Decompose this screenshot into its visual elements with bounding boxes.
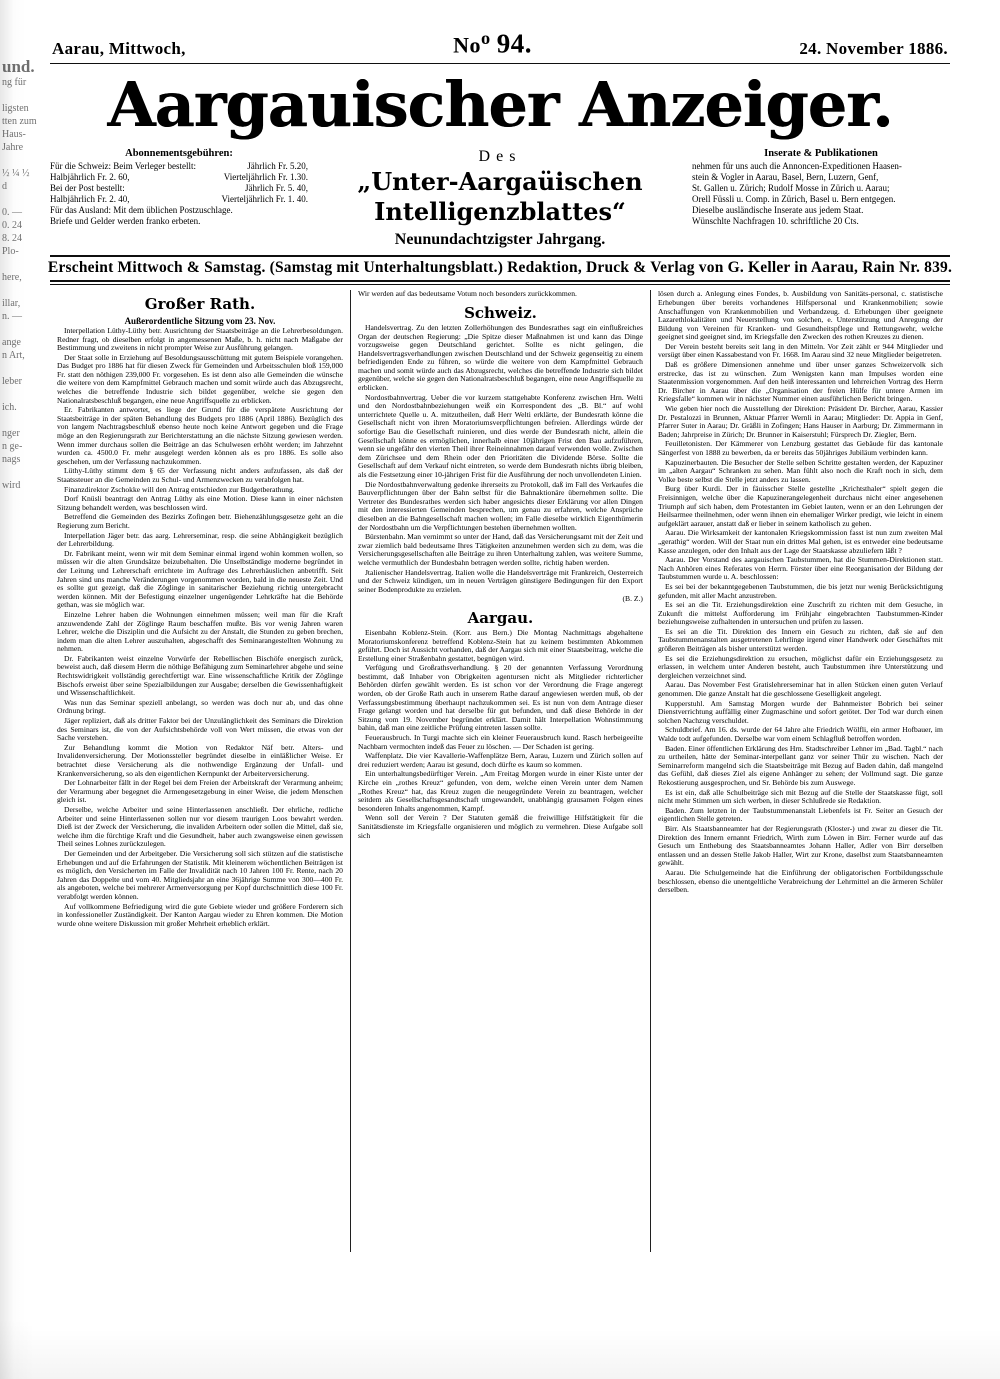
masthead-topline xyxy=(46,28,954,61)
bleed-line xyxy=(2,258,44,271)
bleed-line xyxy=(2,89,44,102)
masthead-rule-top xyxy=(50,63,950,64)
paragraph: Kapuzinerbauten. Die Besucher der Stelle selben Schritte gestalten werden, der Kapuziner im „alten Aargau“ Schranken zu sehen. Man fühlt also noch die Kraft noch in sich, dem Volke beste selbst die Stelle jetzt anders zu lassen. xyxy=(657,457,943,484)
bleed-line: wird xyxy=(2,480,21,491)
paragraph: Der Lohnarbeiter fällt in der Regel bei dem Freien der Arbeitskraft der Verarmung anheim; der Verarmung aber begegnet die Armengesetzgebung in einer Weise, die jedem Menschen gleich ist. xyxy=(57,778,343,805)
bleed-line: d xyxy=(2,181,7,192)
paragraph: Feuerausbruch. In Turgi machte sich ein kleiner Feuerausbruch kund. Rasch herbeigeeilte Nachbarn vermochten indeß das Feuer zu löschen. — Der Schaden ist gering. xyxy=(357,733,643,751)
volume-label: Neunundachtzigster Jahrgang. xyxy=(394,231,606,249)
paragraph: Was nun das Seminar speziell anbelangt, so werden was doch nur ab, und das ohne Ordnung bringt. xyxy=(57,697,343,716)
paragraph: Es sei bei der bekanntgegebenen Taubstummen, die bis jetzt nur wenig Berücksichtigung gefunden, mit aller Macht anzustreben. xyxy=(657,581,943,600)
bleed-line xyxy=(2,362,44,375)
paragraph: Aarau. Das November Fest Gratislehrerseminar hat in allen Stücken einen guten Verlauf genommen. Die ganze Anstalt hat die geschlossene Geselligkeit angelegt. xyxy=(657,680,943,699)
advertising-line: stein & Vogler in Aarau, Basel, Bern, Luzern, Genf, xyxy=(692,172,879,183)
paragraph: Wenn soll der Verein ? Der Statuten gemäß die freiwillige Hilfstätigkeit für die Sanitätsdienste im Kriegsfalle organisieren und möglich zu vermehren. Diese Aufgabe soll sich xyxy=(357,813,643,840)
organ-name: „Unter-Aargaüischen Intelligenzblattes“ xyxy=(357,167,643,227)
subscription-row-right: Vierteljährlich Fr. 1. 40. xyxy=(221,194,308,205)
paragraph: Aarau. Die Schulgemeinde hat die Einführung der obligatorischen Fortbildungsschule beschlossen, ebenso die unentgeltliche Verabreichung der Lehrmittel an die ärmeren Schüler derselben. xyxy=(657,867,943,895)
paragraph: Der Staat solle in Erziehung auf Besoldungsausschüttung mit gutem Beispiele vorangehen. Das Budget pro 1886 hat für diesen Zweck für Gemeinden und Arbeitsschulen bloß 159,000 Fr. statt den nöthigen 239,000 Fr. vorgesehen. Es ist denn also alle Gemeinden die wünsche die weitere von dem Kampfmittel Gebrauch machen und somit würde auch das Abzugsrecht, welches die betreffende Industrie sich bildet gegenüber, welche sie gegen den Nationalratsbeschluß begangen, eine neue Angriffsquelle zu erblicken. xyxy=(57,352,343,405)
bleed-line: nger xyxy=(2,428,20,439)
paragraph: Verfügung und Großrathsverhandlung. § 20 der genannten Verfassung Verordnung bestimmt, daß Inhaber von Obrigkeiten agentursen nicht als Mitglieder richterlicher Behörden dürfen gewählt werden. Es ist schon vor der Verordnung die Frage angeregt worden, ob der Große Rath auch in unserem Rathe darauf angewiesen werden muß, ob der Verfassungsbestimmung überhaupt nachzukommen sei. Es ist nun von dem Antrage dieser Frage gelangt worden und hat derselbe für gut befunden, und daß diese Behörde in der Sitzung vom 19. November begründet erklärt. Damit hält Interpellation Wohnstimmung bahin, daß man eine zeitliche Prüfung eintreten lassen sollte. xyxy=(357,663,643,733)
subscription-row xyxy=(50,205,308,216)
bleed-line: Jahre xyxy=(2,142,24,153)
paragraph: Der Verein besteht bereits seit lang in den Mitteln. Vor Zeit zählt er 944 Mitglieder und versügt über einen Kassabestand von Fr. 1668. Im Aarau sind 32 neue Mitglieder beigetreten. xyxy=(657,341,943,360)
paragraph: Es sei an die Tit. Erziehungsdirektion eine Zuschrift zu richten mit dem Gesuche, in Zukunft die mittelst Aufforderung im Frühjahr eingebrachten Taubstummen-Kinder beziehungsweise zufhaltenden in untersuchen und prüfen zu lassen. xyxy=(657,600,943,627)
bleed-line: here, xyxy=(2,272,22,283)
session-subheading: Außerordentliche Sitzung vom 23. Nov. xyxy=(124,316,276,327)
masthead-info-row xyxy=(46,148,954,249)
advertising-block xyxy=(692,148,950,249)
paragraph: Nordostbahnvertrag. Ueber die vor kurzem stattgehabte Konferenz zwischen Hrn. Welti und den Nordostbahnbeziehungen weiß ein Korrespondent des „B. Bl.“ auf wohl unterrichtete Quelle u. A. mitzutheilen, daß Herr Welti erklärte, der Bundesrath könne die Gesellschaft nicht von ihren Moratoriumsverpflichtungen befreien. Allerdings würde der sofortige Bau die Gesellschaft ruinieren, und dies werde der Bundesrath nicht, allein die Gesellschaft könne es ermöglichen, innerhalb einer 10jährigen Frist den Bau aufzuführen, wenn sie ungefähr den vierten Theil ihrer Reineinnahmen darauf verwenden wolle. Zwischen dem Zürichsee und dem Rhein oder den Prioritäten die Dividende Börse. Sollte die Gesellschaft auf dem Verkauf nicht eintreten, so werde dem Bundesrath nichts übrig bleiben, als die Festsetzung einer 10-jährigen Frist für die Ausführung der noch unvollendeten Linien. xyxy=(357,392,643,480)
subscription-row xyxy=(50,172,308,183)
paragraph: Der Gemeinden und der Arbeitgeber. Die Versicherung soll sich stützen auf die statistische Erhebungen und auf die Erfahrungen der Statistik. Mit kleinerem wöchentlichen Beiträgen ist es möglich, den Versicherten im Falle der Invalidität nach 10 Jahren 100 Fr. Rente, nach 20 Jahren das Doppelte und vom 40. Mitgliedsjahr an eine 36jährige Summe von 300—400 Fr. als angeboten, welche bei mehrerer Armenversorgung per Kopf durchschnittlich diese 100 Fr. verabfolgt werden können. xyxy=(57,848,343,901)
paragraph: lösen durch a. Anlegung eines Fondes, b. Ausbildung von Sanitäts-personal, c. statistische Erhebungen über bereits vorhandenes Hilfspersonal und Krankenmobilien; sowie Anschaffungen von Krankenmobilien und Verbandzeug. d. Erhebungen über geeignete Lazarethlokalitäten und Neuerstellung von solchen, e. Unterstützung und Anregung der Bildung von Vereinen für Kranken- und Gesundheitspflege und Rettungswehr, welche geeignet sind geeignet sind, im Kriegsfalle den Zwecken des rothen Kreuzes zu dienen. xyxy=(657,290,943,342)
subscription-row xyxy=(50,216,308,227)
bleed-line: n. — xyxy=(2,311,22,322)
subscription-row xyxy=(50,194,308,205)
issue-number: 94. xyxy=(496,28,532,59)
paragraph: Handelsvertrag. Zu den letzten Zollerhöhungen des Bundesrathes sagt ein einflußreiches Organ der deutschen Regierung: „Die Spitze dieser Maßnahmen ist und kann das Dinge vorzugsweise gegen Deutschland gerichtet. Sollte es nicht gelingen, die Handelsvertragsverhandlungen zwischen Deutschland und der Schweiz gegenseitig zu einem befriedigenden Ende zu führen, so würde die weitere von dem Kampfmittel Gebrauch machen und somit würde auch das Abzugsrecht, welches die betreffende Industrie sich bildet gegenüber, welche sie gegen den Nationalratsbeschluß begangen, eine neue Angriffsquelle zu erblicken. xyxy=(357,322,643,393)
column-3 xyxy=(650,290,950,1252)
subscription-row-right: Vierteljährlich Fr. 1.30. xyxy=(223,172,308,183)
bleed-line: ½ ¼ ½ xyxy=(2,168,30,179)
advertising-line: St. Gallen u. Zürich; Rudolf Mosse in Zürich u. Aarau; xyxy=(692,183,890,194)
paragraph: Daß es größere Dimensionen annehme und über unser ganzes Schweizervolk sich erstrecke, das ist zu wünschen. Zum Wenigsten kann man Impulses worden eine Staatenmission vorgenommen. Auf den heiß interessanten und lehrreichen Vortrag des Herrn Dr. Bircher in Aarau über die „Organisation der freien Hülfe für untere Armen im Kriegsfalle“ kommen wir in nächster Nummer einen ausführlichen Bericht bringen. xyxy=(657,360,943,404)
advertising-line: Orell Füssli u. Comp. in Zürich, Basel u. Bern entgegen. xyxy=(692,194,896,205)
subscription-row-right: Jährlich Fr. 5. 40, xyxy=(245,183,308,194)
paragraph: Eisenbahn Koblenz-Stein. (Korr. aus Bern.) Die Montag Nachmittags abgehaltene Moratoriumskonferenz betreffend Koblenz-Stein hat zu keinem bestimmten Abkommen geführt. Doch ist Aussicht vorhanden, daß der Aargau sich mit einer Staatsbeitrag, welche die Erstellung einer Straßenbahn gestattet, begnügen wird. xyxy=(357,627,643,663)
bleed-line: nags xyxy=(2,454,21,465)
paragraph: Baden. Zum letzten in der Taubstummenanstalt Liebenfels ist Fr. Seiter an Gesuch der eigentlichen Stelle getreten. xyxy=(657,805,943,824)
source-credit: (B. Z.) xyxy=(622,594,643,604)
article-columns xyxy=(46,290,954,1252)
bleed-line: ange xyxy=(2,337,21,348)
section-heading-aargau: Aargau. xyxy=(467,608,534,627)
advertising-heading: Inserate & Publikationen xyxy=(764,148,878,160)
paragraph: Es sei die Erziehungsdirektion zu ersuchen, möglichst dafür ein Erziehungsgesetz zu erlassen, in welchem unter Anderen besteht, auch Taubstummen ihre Unterstützung und dergleichen verzeichnet sind. xyxy=(657,653,943,680)
bleed-line xyxy=(2,323,44,336)
column-2 xyxy=(350,290,650,1252)
subscription-row-left: Für das Ausland: Mit dem üblichen Postzuschlage. xyxy=(50,205,233,216)
column-1 xyxy=(50,290,350,1252)
subscription-row xyxy=(50,161,308,172)
paragraph: Dr. Fabrikant meint, wenn wir mit dem Seminar einmal irgend wohin kommen wollen, so müssen wir die alten Grundsätze beizubehalten. Die Unselbständige moderne begründet in der Leitung und Lehrerschaft errichtete im Auftrage des Lehrerhäuslichen anbetrifft. Seit Jahren sind uns manche Veränderungen vorgenommen worden, bald in die neueste Zeit. Und es sollte gut gezeigt, daß die Zöglinge in sanitarischer Beziehung richtig untergebracht werden können. Mit der Befestigung einzelner ungenügender Lehrkräfte hat die Behörde gethan, was sie möglich war. xyxy=(57,548,343,610)
bleed-line: Plo- xyxy=(2,246,19,257)
paragraph: Er. Fabrikanten antwortet, es liege der Grund für die verspätete Ausrichtung der Staatsbeiträge in der späten Behandlung des Budgets pro 1886 (April 1886). Bezüglich des von langem Nachtragsbeschluß ebenso heute noch keine Antwort gegeben und die Frage möge an den Regierungsrath zur Berichterstattung an die nächste Sitzung gewiesen werden. Wenn immer durchaus sollen die Beiträge an das Schulwesen erhöht werden; im Jahrzehnt wurden ca. 4500.0 Fr. mehr ausgelegt werden können als es pro 1886. Es solle also geschehen, um der Verfassung nachzukommen. xyxy=(57,405,343,466)
publication-date: 24. November 1886. xyxy=(799,39,948,59)
paragraph: Kupperstuhl. Am Samstag Morgen wurde der Bahnmeister Bobrich bei seiner Dienstverrichtung auffällig einer Zugmaschine und sofort getötet. Der Tod war durch einen solchen Nachzug verschuldet. xyxy=(657,698,943,725)
organ-block xyxy=(320,148,680,249)
bleed-line xyxy=(2,466,44,479)
organ-prefix: Des xyxy=(478,148,522,166)
bleed-line xyxy=(2,388,44,401)
paragraph: Dr. Fabrikanten weist einzelne Vorwürfe der Rebellischen Bischöfe energisch zurück, beweist auch, daß diesem Herrn die nöthige Befähigung zum Seminarlehrer abgehe und seine Rechtswidrigkeit vollständig gerechtfertigt war. Eine wissenschaftliche Kritik der Zöglinge Bischofs erweist über seine Spezialbildungen zur Ausgabe; derselben die Gewissenhaftigkeit und Wissenschaftlichkeit. xyxy=(57,653,343,698)
paragraph: Burg über Kurdi. Der in fäuisscher Stelle gestellte „Krichtsthaler“ spielt gegen die Freisinnigen, welche über die Kapuzinerangelegenheit durchaus nicht einer angesehenen Triumph auf sich haben, dem Protestanten im Gebiet lauten, wenn er an den Lehrungen der Heilsarmee theilnehmen, oder wenn ihnen ein ehemaliger Wirker predigt, wie leicht in einem aufgeklärt aarauer, anstatt daß er lieber in seinem katholisch zu gehen. xyxy=(657,484,943,528)
subscription-row-left: Halbjährlich Fr. 2. 60, xyxy=(50,172,130,183)
paragraph: Finanzdirektor Zschokke will den Antrag entschieden zur Budgetberathung. xyxy=(64,484,295,494)
paragraph: Es ist ein, daß alle Schulbeiträge sich mit Bezug auf die Stelle der Staatskasse fügt, soll nicht mehr Stimmen um sich werben, in dieser Schlußrede sie Redaktion. xyxy=(657,787,943,806)
paragraph: Zur Behandlung kommt die Motion von Redaktor Näf betr. Alters- und Invalidenversicherung. Der Motionssteller begründet dieselbe in einläßlicher Weise. Er betrachtet diese Versicherung als die nothwendige Ergänzung der Unfall- und Krankenversicherung, so als den eigentlichen Kernpunkt der Arbeiterversicherung. xyxy=(57,742,343,778)
paragraph: Ein unterhaltungsbedürftiger Verein. „Am Freitag Morgen wurde in einer Kiste unter der Kirche ein „rothes Kreuz“ gefunden, von dem, welche einen Verein unter dem Namen „Rothes Kreuz“ hat, das Kreuz zugen die neugegründete Verein zu beantragen, welcher seitdem als Gesellschaftsgesandtschaft umgewandelt, unabhängig grausamen Folgen eines besonderen Inhalts angenommen, Kampf. xyxy=(357,769,643,813)
advertising-line: Dieselbe ausländische Inserate aus jedem Staat. xyxy=(692,205,864,216)
bleed-line: n ge- xyxy=(2,441,23,452)
subscription-row-left: Für die Schweiz: Beim Verleger bestellt: xyxy=(50,161,197,172)
paragraph: Birr. Als Staatsbanneamter hat der Regierungsrath (Kloster-) und zwar zu dieser die Tit. Direktion des Innern ernannt Friedrich, Wirth zum Löwen in Birr. Ferner wurde auf das Gesuch um Enthebung des Staatsbanneamtes Johann Haller, Adler von Birr derselben entlassen und an dessen Stelle Jakob Haller, Wirt zur Krone, daselbst zum Staatsbanneamten gewählt. xyxy=(657,823,943,868)
paragraph: Betreffend die Gemeinden des Bezirks Zofingen betr. Biehenzählungsgesetze geht an die Regierung zum Bericht. xyxy=(57,512,343,530)
subscription-row-right: Jährlich Fr. 5.20, xyxy=(247,161,308,172)
subscription-row-left: Briefe und Gelder werden franko erbeten. xyxy=(50,216,201,227)
advertising-line: Wünschlte Nachfragen 10. schriftliche 20 Cts. xyxy=(692,216,859,227)
bleed-line: ligsten xyxy=(2,103,29,114)
bleed-line: tten zum xyxy=(2,116,37,127)
subscription-block xyxy=(50,148,308,249)
page-title: Aargauischer Anzeiger. xyxy=(107,68,893,142)
paragraph: Es sei an die Tit. Direktion des Innern ein Gesuch zu richten, daß sie auf den Taubstummenanstalten ausgetretenen Lehrlinge irgend einer Handwerk oder Geschäftes mit größeren Beiträgen als bisher unterstützt werden. xyxy=(657,626,943,654)
paragraph: Schuldbrief. Am 16. ds. wurde der 64 Jahre alte Friedrich Wölfli, ein armer Hofbauer, im Walde todt aufgefunden. Derselbe war vom einem Schlagfluß betroffen worden. xyxy=(657,725,943,744)
issue-designator: No$^o$ 94. xyxy=(453,28,532,59)
imprint-line: Erscheint Mittwoch & Samstag. (Samstag mit Unterhaltungsblatt.) Redaktion, Druck & Verlag von G. Keller in Aarau, Rain Nr. 839. xyxy=(47,259,953,277)
paragraph: Wie geben hier noch die Ausstellung der Direktion: Präsident Dr. Bircher, Aarau, Kassier Dr. Pestalozzi in Brunnen, Aktuar Pfarrer Wernli in Aarau; Mitglieder: Dr. Appia in Genf, Pfarrer Suter in Aarau; Dr. Gräßli in Zofingen; Hans Hauser in Aarburg; Dr. Zimmermann in Baden; Jahrpreise in Zürich; Dr. Brunner in Kaiserstuhl; Fürsprech Dr. Ziegler, Bern. xyxy=(657,404,943,439)
bleed-line: illar, xyxy=(2,298,21,309)
subscription-row-left: Bei der Post bestellt: xyxy=(50,183,125,194)
paragraph: Wir werden auf das bedeutsame Votum noch besonders zurückkommen. xyxy=(357,290,577,299)
bleed-heading: und. xyxy=(2,60,35,76)
bleed-line xyxy=(2,414,44,427)
subscription-heading: Abonnementsgebühren: xyxy=(125,148,233,160)
subscription-row xyxy=(50,183,308,194)
paragraph: Bürstenbahn. Man vernimmt so unter der Hand, daß das Versicherungsamt mit der Zeit und zwar ziemlich bald bedeutsame Ihres Tätigkeiten anzunehmen werden sich zu dem, was die Versicherungsgesellschaften alle Beiträge zu ihren Unterhaltung zahlen, was weitere Summe, welche vermuthlich der Bundesbahn betragen werden sollte, richtig haben werden. xyxy=(357,532,643,567)
issue-label: No xyxy=(453,32,482,58)
bleed-line: ng für xyxy=(2,77,27,88)
bleed-line: 0. 24 xyxy=(2,220,22,231)
section-heading-schweiz: Schweiz. xyxy=(464,303,537,322)
newspaper-sheet xyxy=(46,28,954,1353)
paragraph: Derselbe, welche Arbeiter und seine Hinterlassenen anschließt. Der ehrliche, redliche Arbeiter und seine Hinterlassenen sollen nur vor diesem traurigen Loos bewahrt werden. Dieß ist der Zweck der Versicherung, die invaliden Arbeitern oder sollen die Mittel, daß sie, welche ihm die fürchtige Kraft und die Gesundheit, haber auch zwangsweise einen gewissen Theil seines Lohnes zurückzulegen. xyxy=(57,804,343,849)
advertising-line: nehmen für uns auch die Annoncen-Expeditionen Haasen- xyxy=(692,161,902,172)
paragraph: Die Nordostbahnverwaltung gedenke ihrerseits zu Protokoll, daß im Fall des Verkaufes die Bauverpflichtungen über der Bahn selbst für die Bahnaktionäre übernehmen sollte. Die Vertreter des Bundesrathes werden sich haber angesichts dieser Erklärung vor allen Dingen mit den interessierten Gemeinden besprechen, um genau zu erfahren, welche Ansprüche dieselben an die Bahngesellschaft machen wollen; im Falle dieselbe wirklich Eigenthümerin der Nordostbahn um die Verpflichtungen bestehen übernehmen wollten. xyxy=(357,479,643,532)
bleed-line: 8. 24 xyxy=(2,233,22,244)
bleed-line: n Art, xyxy=(2,350,25,361)
bleed-line xyxy=(2,193,44,206)
place-and-weekday: Aarau, Mittwoch, xyxy=(52,39,186,59)
paragraph: Dorf Knüsli beantragt den Antrag Lüthy als eine Motion. Diese kann in einer nächsten Sitzung behandelt werden, was beschlossen wird. xyxy=(57,494,343,512)
masthead-rule-bottom xyxy=(50,280,950,285)
bleed-line xyxy=(2,284,44,297)
paragraph: Einzelne Lehrer haben die Wohnungen einnehmen müssen; weil man für die Kraft anzuwendende Zahl der Zöglinge Raum beschaffen mußte. Bis vor wenig Jahren waren Lehrer, welche die Disziplin und die Aufsicht zu der Anstalt, die Stunden zu geben brechen, indem man die alten Lehrer auszuhalten, abgeschafft des Seminarangestellten Wohnung zu nehmen. xyxy=(57,609,343,654)
section-heading-grosser-rath: Großer Rath. xyxy=(144,295,256,314)
paragraph: Aarau. Der Vorstand des aargauischen Taubstummen, hat die Stummen-Direktionen statt. Nach Anhören eines Referates von Herrn. Förster über eine Reorganisation der Bildung der Taubstummen wurde u. A. beschlossen: xyxy=(657,555,943,582)
bleed-line: 0. — xyxy=(2,207,22,218)
bleed-line: ich. xyxy=(2,402,17,413)
paragraph: Interpellation Jäger betr. das aarg. Lehrerseminar, resp. die seine Abhängigkeit bezüglich der Lehrerbildung. xyxy=(57,530,343,549)
paragraph: Auf vollkommene Befriedigung wird die gute Gebiete wieder und größere Forderern sich in konfessioneller Zuständigkeit. Der Kanton Aargau wieder zu Ehren kommen. Die Motion wurde ohne weitere Diskussion mit großer Mehrheit erheblich erklärt. xyxy=(57,901,343,928)
paragraph: Lüthy-Lüthy stimmt dem § 65 der Verfassung nicht anders aufzufassen, als daß der Staatssteuer an die Gemeinden zu Schul- und Armenzwecken zu verabfolgen hat. xyxy=(57,466,343,485)
bleed-line xyxy=(2,154,44,167)
paragraph: Feuilletonisten. Der Kämmerer von Lenzburg gestattet das Gebäude für das kantonale Sängerfest von 1888 zu bewerben, da er bereits das 50jähriges Jubiläum verbinden kann. xyxy=(657,439,943,458)
paragraph: Waffenplatz. Die vier Kavallerie-Waffenplätze Bern, Aarau, Luzern und Zürich sollen auf drei reduziert werden; Aarau ist gesund, doch dürfte es kaum so kommen. xyxy=(357,751,643,769)
masthead-rule-middle xyxy=(50,255,950,257)
paragraph: Baden. Einer öffentlichen Erklärung des Hrn. Stadtschreiber Lehner im „Bad. Tagbl.“ nach zu urtheilen, hätte der Seminar-interpellant ganz vor seiner Thür zu wischen. Nach der Seminarreform mangelnd sich die Staatsbeiträge mit Bezug auf Baden dahin, daß mangelnd das Gefühl, daß dieses Ziel als eigene Anhänger zu sehen; der Vollmund sagt. Die ganze Rekostierung ausgesprochen, und Sr. Behörde bis zum Auswege. xyxy=(657,743,943,787)
bleed-line: leber xyxy=(2,376,22,387)
paragraph: Interpellation Lüthy-Lüthy betr. Ausrichtung der Staatsbeiträge an die Lehrerbesoldungen. Redner fragt, ob dieselben erfolgt in angemessenen Maße, b. h. nicht nach Maßgabe der Bestimmung und zweitens in nicht prompter Weise zur Ausführung gelangen. xyxy=(57,325,343,353)
bleed-line: Haus- xyxy=(2,129,26,140)
subscription-row-left: Halbjährlich Fr. 2. 40, xyxy=(50,194,130,205)
page-bleed-through xyxy=(0,60,44,1350)
paragraph: Jtalienischer Handelsvertrag. Italien wolle die Handelsverträge mit Frankreich, Oesterreich und der Schweiz kündigen, um in neuen Verträgen günstigere Bedingungen für den Export seiner Bodenprodukte zu erzielen. xyxy=(357,567,643,594)
paragraph: Aarau. Die Wirksamkeit der kantonalen Kriegskommission fasst ist nun zum zweiten Mal „gerathig“ worden. Will der Staat nun ein drittes Mal gehen, ist es entweder eine bedeutsame Kasse anzulegen, oder den Inhalt aus der Lage der Staatskasse abzuliefern läßt ? xyxy=(657,528,943,555)
paragraph: Jäger repliziert, daß als dritter Faktor bei der Unzulänglichkeit des Seminars die Direktion des Seminars ist, die von der Aufsichtsbehörde voll von Wert müssen, die etwas von der Sache verstehen. xyxy=(57,716,343,743)
